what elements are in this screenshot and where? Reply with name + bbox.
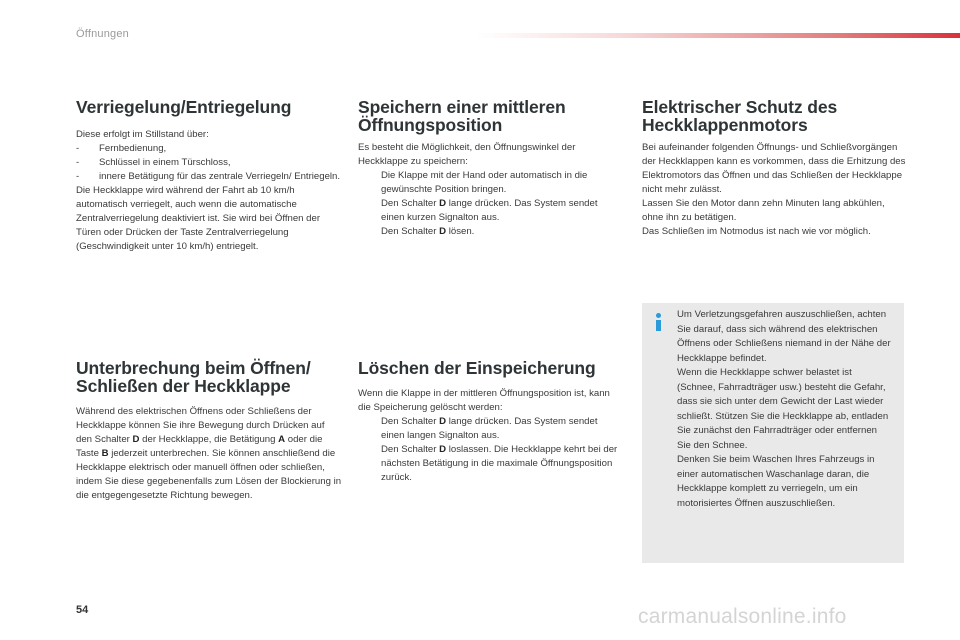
info-paragraph: Denken Sie beim Waschen Ihres Fahrzeugs in einer automatischen Waschanlage daran, die Heckklappe komplett zu verriegeln, um ein motorisiertes Öffnen auszuschließen. [677,454,875,509]
key-label: B [101,448,109,459]
list-item-text [381,443,622,485]
list-item-text [381,197,622,225]
section-text [76,405,342,503]
list-item [358,415,622,443]
section-text: Die Heckklappe wird während der Fahrt ab 10 km/h automatisch verriegelt, auch wenn die automatische Zentralverriegelung deaktiviert ist. Sie wird bei Öffnen der Türen oder Drücken der Taste Zentralverriegelung (Geschwindigkeit unter 10 km/h) entriegelt. [76,185,321,252]
info-paragraph: Wenn die Heckklappe schwer belastet ist (Schnee, Fahrradträger usw.) besteht die Gefahr, dass sie sich unter dem Gewicht der Last wieder schließt. Stützen Sie die Heckklappe ab, entladen Sie zunächst den Fahrradträger oder entfernen Sie den Schnee. [677,367,889,451]
list-item [76,156,342,170]
text-run: Während des elektrischen Öffnens oder Schließens der Heckklappe können Sie ihre Bewegung durch Drücken auf den Schalter [76,406,325,445]
key-label: D [439,198,447,209]
list-item-text [381,225,622,239]
info-box [642,303,904,563]
section-title: Speichern einer mittleren Öffnungsposition [358,97,566,135]
text-run: jederzeit unterbrechen. Sie können anschließend die Heckklappe elektrisch oder manuell öffnen oder schließen, indem Sie diese gegebenenfalls zum Lösen der Blockierung in die entgegengesetzte Richtung bewegen. [76,448,342,501]
section-intro: Diese erfolgt im Stillstand über: [76,129,209,140]
section-intro: Wenn die Klappe in der mittleren Öffnungsposition ist, kann die Speicherung gelöscht werden: [358,388,610,413]
section-text: Das Schließen im Notmodus ist nach wie vor möglich. [642,226,871,237]
key-label: D [439,416,447,427]
section-title: Elektrischer Schutz des Heckklappenmotors [642,97,838,135]
list-bullet [358,197,381,225]
list-bullet [358,169,381,197]
list-item [358,443,622,485]
list-item [358,225,622,239]
text-run: der Heckklappe, die Betätigung [139,434,279,445]
text-run: loslassen. Die Heckklappe kehrt bei der nächsten Betätigung in die maximale Öffnungsposition zurück. [381,444,618,483]
list-item [358,197,622,225]
list-bullet [358,225,381,239]
list-bullet: - [76,157,80,168]
section-text: Bei aufeinander folgenden Öffnungs- und Schließvorgängen der Heckklappen kann es vorkommen, dass die Erhitzung des Elektromotors das Öffnen und das Schließen der Heckklappe nicht mehr zulässt. [642,142,906,195]
section-title: Löschen der Einspeicherung [358,358,596,378]
section-text: Lassen Sie den Motor dann zehn Minuten lang abkühlen, ohne ihn zu betätigen. [642,198,885,223]
text-run: lange drücken. Das System sendet einen langen Signalton aus. [381,416,598,441]
text-run: Den Schalter [381,416,440,427]
text-run: Den Schalter [381,444,440,455]
list-item-text: Fernbedienung, [99,143,167,154]
section-intro: Es besteht die Möglichkeit, den Öffnungswinkel der Heckklappe zu speichern: [358,142,576,167]
watermark: carmanualsonline.info [638,605,847,628]
header-accent-bar [478,33,960,38]
list-item-text: Die Klappe mit der Hand oder automatisch in die gewünschte Position bringen. [381,170,588,195]
list-item-text [381,415,622,443]
section-unterbrechung [76,359,342,503]
list-item-text: innere Betätigung für das zentrale Verriegeln/ Entriegeln. [99,171,341,182]
list-bullet [358,443,381,485]
header-title: Öffnungen [76,28,129,40]
key-label: A [278,434,286,445]
section-speichern [358,98,622,239]
text-run: lösen. [446,226,475,237]
text-run: lange drücken. Das System sendet einen kurzen Signalton aus. [381,198,598,223]
section-title: Unterbrechung beim Öffnen/ Schließen der Heckklappe [76,358,311,396]
info-paragraph: Um Verletzungsgefahren auszuschließen, achten Sie darauf, dass sich während des elektrischen Öffnens oder Schließens niemand in der Nähe der Heckklappe befindet. [677,309,891,364]
list-item [358,169,622,197]
list-item [76,170,342,184]
section-verriegelung [76,98,342,254]
page-number: 54 [76,604,89,616]
list-bullet: - [76,171,80,182]
text-run: oder die Taste [76,434,323,459]
text-run: Den Schalter [381,226,440,237]
info-icon [654,313,664,331]
section-loeschen [358,359,622,485]
key-label: D [132,434,140,445]
section-title: Verriegelung/Entriegelung [76,97,292,117]
list-item [76,142,342,156]
key-label: D [439,226,447,237]
text-run: Den Schalter [381,198,440,209]
list-bullet: - [76,143,80,154]
section-schutz [642,98,906,239]
list-bullet [358,415,381,443]
list-item-text: Schlüssel in einem Türschloss, [99,157,231,168]
info-text [677,308,892,511]
key-label: D [439,444,447,455]
